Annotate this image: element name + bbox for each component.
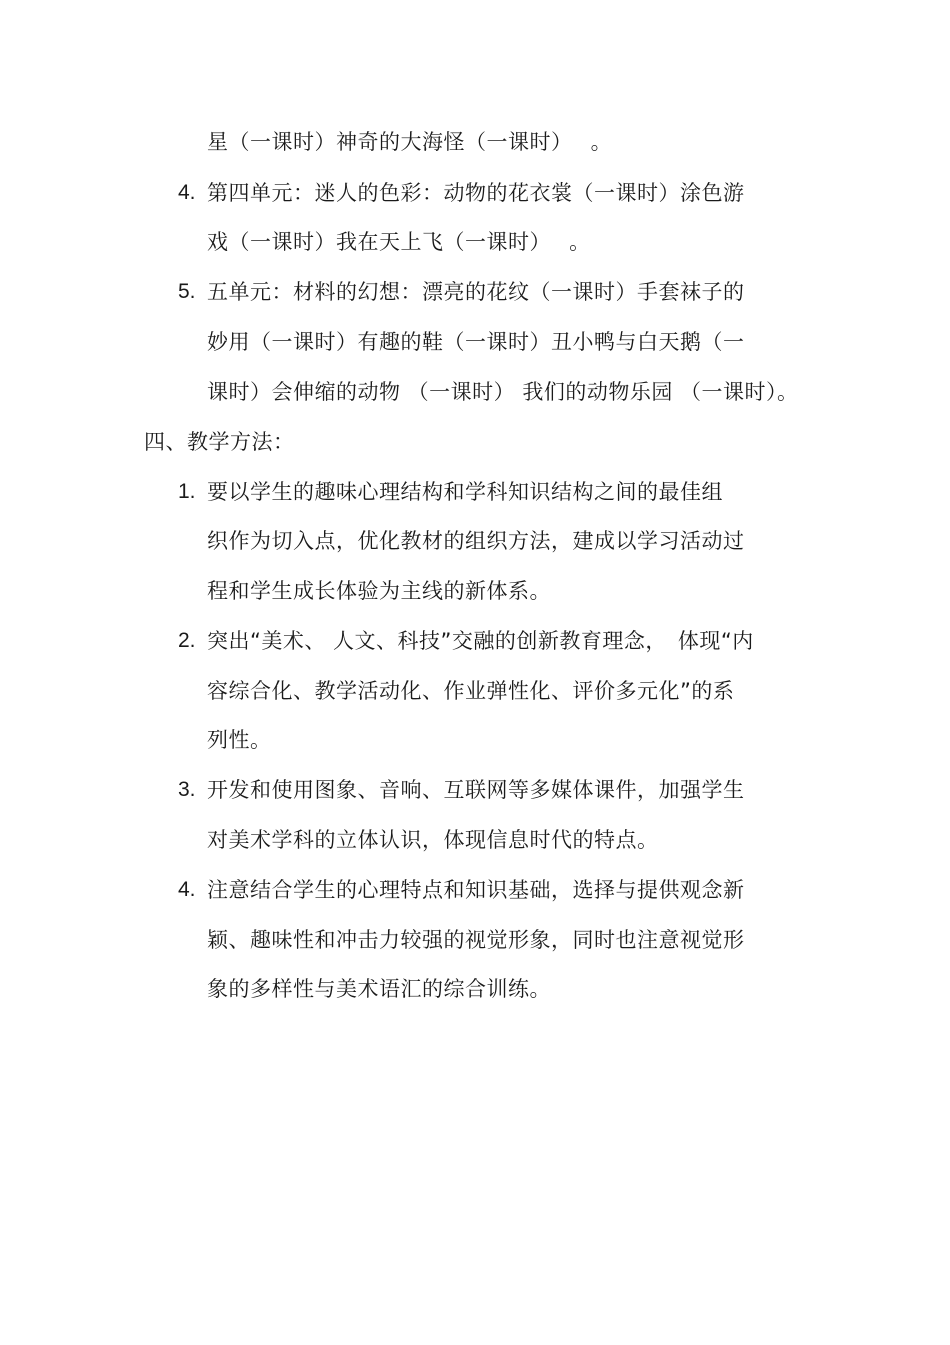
unit5-line-2: 妙用（一课时）有趣的鞋（一课时）丑小鸭与白天鹅（一	[207, 330, 745, 354]
method-3-number: 3.	[178, 778, 196, 801]
method-2-number: 2.	[178, 629, 196, 652]
method-2-line-3: 列性。	[207, 728, 272, 752]
method-2-line-2: 容综合化、教学活动化、作业弹性化、评价多元化”的系	[207, 679, 735, 703]
unit4-line-2: 戏（一课时）我在天上飞（一课时） 。	[207, 230, 591, 254]
method-4-number: 4.	[178, 878, 196, 901]
method-1-line-3: 程和学生成长体验为主线的新体系。	[207, 579, 551, 603]
method-4-line-2: 颖、趣味性和冲击力较强的视觉形象，同时也注意视觉形	[207, 928, 745, 952]
method-3-line-2: 对美术学科的立体认识，体现信息时代的特点。	[207, 828, 659, 852]
method-3-line-1: 开发和使用图象、音响、互联网等多媒体课件，加强学生	[207, 778, 745, 802]
method-4-line-1: 注意结合学生的心理特点和知识基础，选择与提供观念新	[207, 878, 745, 902]
unit3-line-1: 星（一课时）神奇的大海怪（一课时） 。	[207, 130, 613, 154]
method-1-number: 1.	[178, 480, 196, 503]
method-1-line-1: 要以学生的趣味心理结构和学科知识结构之间的最佳组	[207, 480, 723, 504]
section-heading: 四、教学方法：	[144, 430, 295, 454]
unit5-line-3: 课时）会伸缩的动物 （一课时） 我们的动物乐园 （一课时）。	[207, 380, 799, 404]
unit5-number: 5.	[178, 280, 196, 303]
method-4-line-3: 象的多样性与美术语汇的综合训练。	[207, 977, 551, 1001]
method-1-line-2: 织作为切入点，优化教材的组织方法，建成以学习活动过	[207, 529, 745, 553]
method-2-line-1: 突出“美术、 人文、科技”交融的创新教育理念， 体现“内	[207, 629, 754, 653]
unit5-line-1: 五单元：材料的幻想：漂亮的花纹（一课时）手套袜子的	[207, 280, 745, 304]
unit4-number: 4.	[178, 181, 196, 204]
unit4-line-1: 第四单元：迷人的色彩：动物的花衣裳（一课时）涂色游	[207, 181, 745, 205]
